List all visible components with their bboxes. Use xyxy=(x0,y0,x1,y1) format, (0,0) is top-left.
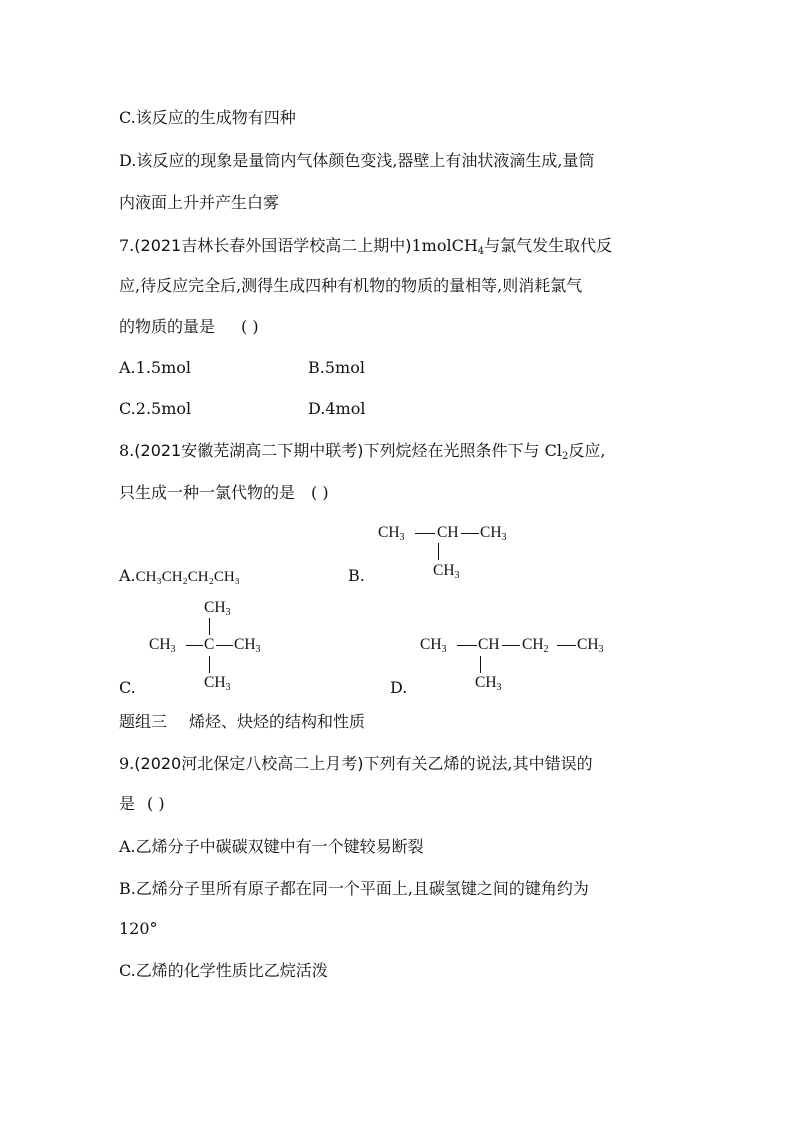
q9-option-b-line1: B.乙烯分子里所有原子都在同一个平面上,且碳氢键之间的键角约为 xyxy=(119,879,589,898)
q7-option-c: C.2.5mol xyxy=(119,399,192,418)
c-ch3-right: $CH_3$ xyxy=(234,636,261,655)
q8-stem-b: 反应, xyxy=(568,441,606,460)
q8-option-a xyxy=(119,566,240,586)
b-ch3-right: $CH_3$ xyxy=(480,524,507,543)
d-bond-1 xyxy=(457,645,477,646)
q8-stem-sub: 2 xyxy=(561,451,569,462)
q8-option-a-formula: CH₃CH₂CH₂CH₃ xyxy=(135,569,240,585)
q8-option-d-label: D. xyxy=(390,678,408,697)
q9-source: (2020河北保定八校高二上月考) xyxy=(134,754,364,773)
q7-stem-line3 xyxy=(119,317,259,337)
d-ch-center: CH xyxy=(478,636,500,653)
b-ch3-left: $CH_3$ xyxy=(378,524,405,543)
c-ch3-left: $CH_3$ xyxy=(149,636,176,655)
q7-answer-bracket: ( ) xyxy=(241,317,259,336)
c-ch3-bottom: $CH_3$ xyxy=(204,674,231,693)
q7-stem-line3-text: 的物质的量是 xyxy=(119,317,216,336)
q9-option-b-line2: 120° xyxy=(119,919,158,938)
q8-stem-line2 xyxy=(119,483,329,503)
q8-number: 8. xyxy=(119,441,135,460)
q7-stem-sub: 4 xyxy=(477,246,485,257)
d-ch3-left: $CH_3$ xyxy=(420,636,447,655)
b-bond-down xyxy=(438,543,439,560)
q9-option-c: C.乙烯的化学性质比乙烷活泼 xyxy=(119,961,328,980)
q8-stem-line2-text: 只生成一种一氯代物的是 xyxy=(119,483,296,502)
q9-stem-line2 xyxy=(119,794,165,814)
section-heading-title: 烯烃、炔烃的结构和性质 xyxy=(189,712,366,731)
b-bond-right xyxy=(461,533,479,534)
q7-option-a: A.1.5mol xyxy=(119,358,192,377)
q9-stem: 下列有关乙烯的说法,其中错误的 xyxy=(363,754,593,773)
q9-number: 9. xyxy=(119,754,135,773)
q8-option-b-label: B. xyxy=(348,566,365,585)
q7-stem-a: 1molCH xyxy=(411,236,478,255)
q9-stem-line1 xyxy=(119,754,593,774)
q9-stem-line2-text: 是 xyxy=(119,794,136,813)
c-bond-right xyxy=(216,645,233,646)
q8-option-c-label: C. xyxy=(119,678,136,697)
q7-stem-b: 与氯气发生取代反 xyxy=(484,236,613,255)
q8-stem-a: 下列烷烃在光照条件下与 Cl xyxy=(363,441,562,460)
b-ch-center: CH xyxy=(437,524,459,541)
q8-answer-bracket: ( ) xyxy=(311,483,329,502)
q7-option-d: D.4mol xyxy=(308,399,366,418)
d-bond-down xyxy=(480,656,481,673)
c-bond-down xyxy=(209,656,210,673)
q7-option-b: B.5mol xyxy=(308,358,365,377)
q7-stem-line1 xyxy=(119,236,612,256)
q9-answer-bracket: ( ) xyxy=(147,794,165,813)
q8-stem-line1 xyxy=(119,441,605,461)
d-ch3-bottom: $CH_3$ xyxy=(475,674,502,693)
c-bond-left xyxy=(186,645,203,646)
q7-stem-line2: 应,待反应完全后,测得生成四种有机物的物质的量相等,则消耗氯气 xyxy=(119,276,583,295)
q7-number: 7. xyxy=(119,236,135,255)
q8-option-a-label: A. xyxy=(119,566,136,585)
c-ch3-top: $CH_3$ xyxy=(204,599,231,618)
q8-source: (2021安徽芜湖高二下期中联考) xyxy=(134,441,364,460)
section-heading xyxy=(119,712,365,732)
section-heading-label: 题组三 xyxy=(119,712,168,731)
q9-option-a: A.乙烯分子中碳碳双键中有一个键较易断裂 xyxy=(119,837,424,856)
d-bond-2 xyxy=(502,645,520,646)
d-ch3-right: $CH_3$ xyxy=(577,636,604,655)
q6-option-d-line2: 内液面上升并产生白雾 xyxy=(119,193,280,212)
c-c-center: C xyxy=(204,636,215,653)
c-bond-up xyxy=(209,618,210,635)
d-ch2: $CH_2$ xyxy=(522,636,549,655)
q7-source: (2021吉林长春外国语学校高二上期中) xyxy=(134,236,412,255)
d-bond-3 xyxy=(557,645,576,646)
q6-option-c: C.该反应的生成物有四种 xyxy=(119,108,296,127)
b-bond-left xyxy=(415,533,435,534)
q6-option-d-line1: D.该反应的现象是量筒内气体颜色变浅,器壁上有油状液滴生成,量筒 xyxy=(119,151,595,170)
b-ch3-bottom: $CH_3$ xyxy=(433,562,460,581)
